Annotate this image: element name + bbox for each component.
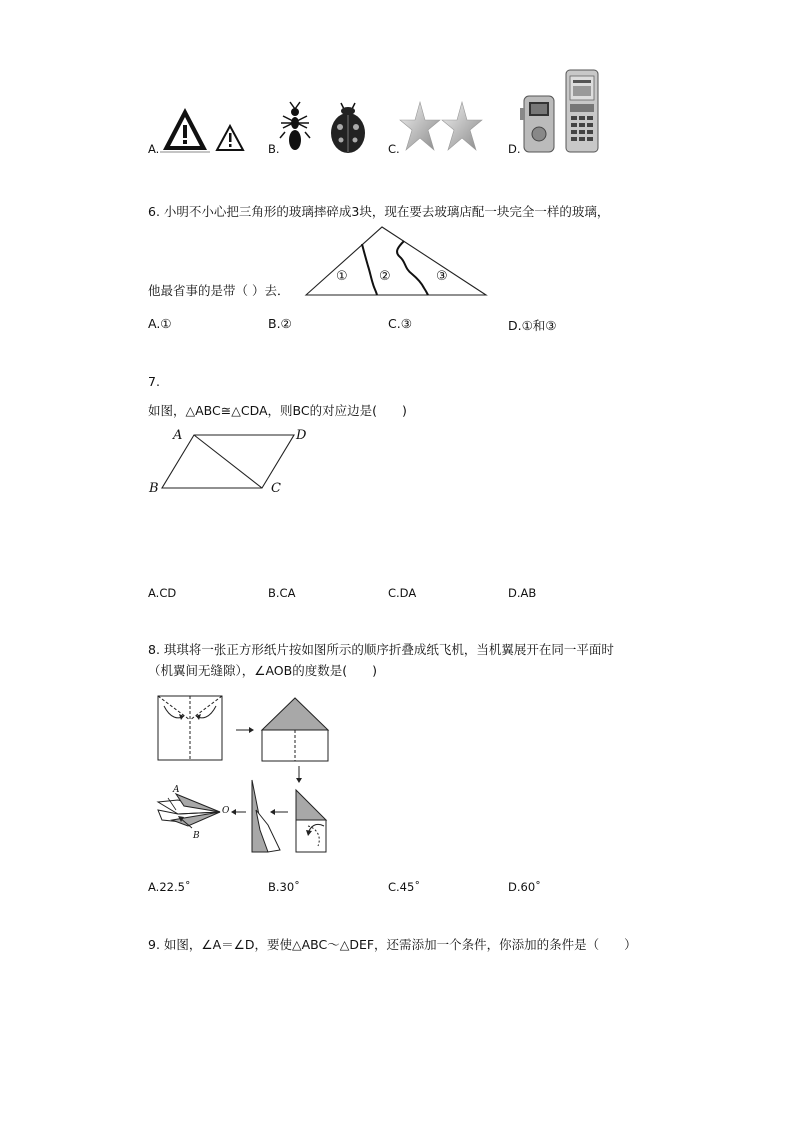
q5-option-d-label[interactable]: D. — [508, 142, 521, 156]
q6-option-b[interactable]: B.② — [268, 316, 292, 331]
q8-option-b[interactable]: B.30˚ — [268, 880, 300, 894]
q8-stem: 8. 琪琪将一张正方形纸片按如图所示的顺序折叠成纸飞机，当机翼展开在同一平面时 — [148, 642, 614, 657]
q9-stem: 9. 如图，∠A＝∠D，要使△ABC～△DEF，还需添加一个条件，你添加的条件是（ ） — [148, 937, 637, 952]
q5-option-c-label[interactable]: C. — [388, 142, 400, 156]
q6-option-d[interactable]: D.①和③ — [508, 318, 557, 333]
q8-stem-continued: （机翼间无缝隙），∠AOB的度数是( ) — [148, 663, 377, 678]
q7-number: 7. — [148, 374, 160, 389]
q8-option-a[interactable]: A.22.5˚ — [148, 880, 191, 894]
q7-option-d[interactable]: D.AB — [508, 586, 537, 600]
q5-option-a-label[interactable]: A. — [148, 142, 160, 156]
q5-option-b-label[interactable]: B. — [268, 142, 280, 156]
point-o-label: O — [222, 806, 230, 816]
q7-option-b[interactable]: B.CA — [268, 586, 296, 600]
point-a-label: A — [173, 785, 180, 795]
broken-triangle-figure — [300, 224, 490, 300]
starfish-pair-icon — [398, 100, 488, 155]
mobile-phones-icon — [520, 68, 602, 156]
point-b-label: B — [193, 831, 200, 841]
q6-option-c[interactable]: C.③ — [388, 316, 412, 331]
vertex-b-label: B — [149, 481, 159, 496]
q7-stem: 如图，△ABC≅△CDA，则BC的对应边是( ) — [148, 403, 407, 418]
q6-option-a[interactable]: A.① — [148, 316, 172, 331]
vertex-c-label: C — [271, 481, 281, 496]
vertex-a-label: A — [173, 428, 183, 443]
q6-stem: 6. 小明不小心把三角形的玻璃摔碎成3块，现在要去玻璃店配一块完全一样的玻璃， — [148, 204, 610, 219]
piece-3-label: ③ — [436, 269, 448, 284]
q6-stem-continued: 他最省事的是带（ ）去． — [148, 283, 290, 298]
parallelogram-figure — [146, 426, 316, 500]
vertex-d-label: D — [296, 428, 307, 443]
q8-option-d[interactable]: D.60˚ — [508, 880, 541, 894]
ant-and-ladybug-icon — [278, 100, 368, 155]
piece-1-label: ① — [336, 269, 348, 284]
warning-sign-pair-icon — [160, 104, 250, 154]
piece-2-label: ② — [379, 269, 391, 284]
q8-option-c[interactable]: C.45˚ — [388, 880, 421, 894]
q7-option-a[interactable]: A.CD — [148, 586, 177, 600]
paper-plane-folding-figure — [148, 690, 338, 860]
q7-option-c[interactable]: C.DA — [388, 586, 417, 600]
